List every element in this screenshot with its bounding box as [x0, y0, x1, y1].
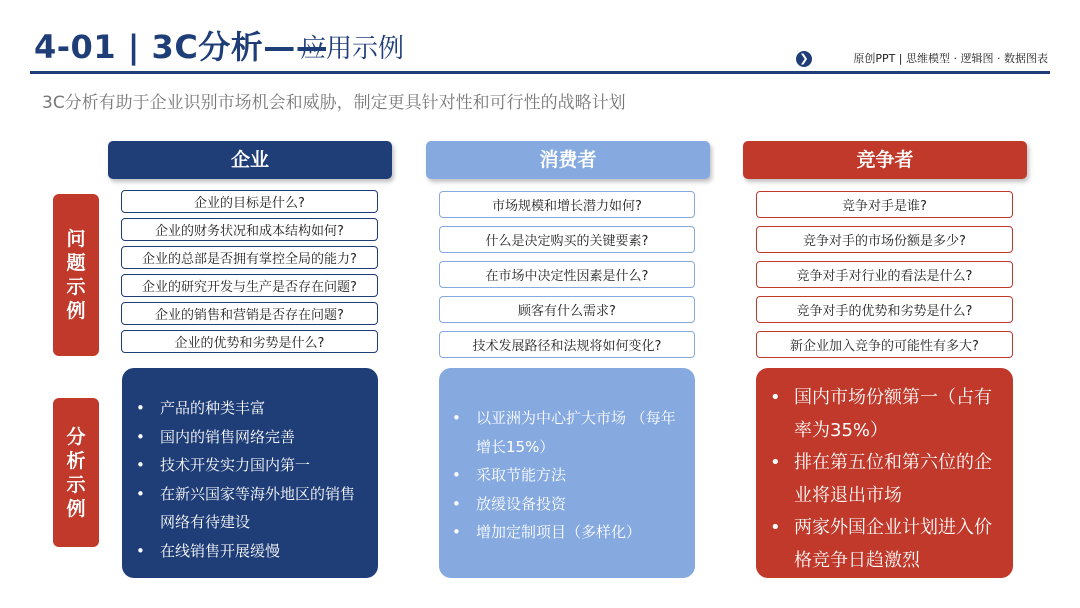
page-title-number: 4-01 | 3C分析—— — [34, 28, 329, 66]
side-label-char: 析 — [66, 449, 86, 472]
side-label-char: 例 — [66, 497, 86, 520]
question-item: 竞争对手的市场份额是多少? — [756, 226, 1013, 253]
column-header-competitor: 竞争者 — [743, 141, 1027, 179]
analysis-item: • 产品的种类丰富 — [160, 394, 366, 423]
chevron-right-icon: ❯ — [796, 51, 812, 67]
page-subtitle: 3C分析有助于企业识别市场机会和威胁，制定更具针对性和可行性的战略计划 — [42, 93, 626, 113]
analysis-panel-consumer — [439, 368, 695, 578]
question-item: 竞争对手对行业的看法是什么? — [756, 261, 1013, 288]
analysis-item: • 以亚洲为中心扩大市场 （每年增长15%） — [476, 404, 683, 461]
analysis-item: • 排在第五位和第六位的企业将退出市场 — [794, 447, 997, 512]
nav-breadcrumb: 原创PPT | 思维模型 · 逻辑图 · 数据图表 — [853, 52, 1048, 65]
side-label-char: 例 — [66, 300, 86, 322]
analysis-item: • 在线销售开展缓慢 — [160, 537, 366, 566]
question-item: 企业的目标是什么? — [121, 190, 378, 213]
question-list-consumer — [439, 191, 695, 366]
question-item: 技术发展路径和法规将如何变化? — [439, 331, 695, 358]
question-item: 企业的销售和营销是否存在问题? — [121, 302, 378, 325]
question-item: 企业的财务状况和成本结构如何? — [121, 218, 378, 241]
analysis-item: • 两家外国企业计划进入价格竞争日趋激烈 — [794, 512, 997, 577]
analysis-item: • 采取节能方法 — [476, 461, 683, 490]
analysis-item: • 在新兴国家等海外地区的销售网络有待建设 — [160, 480, 366, 537]
question-item: 竞争对手是谁? — [756, 191, 1013, 218]
side-label-char: 分 — [66, 425, 86, 448]
question-item: 在市场中决定性因素是什么? — [439, 261, 695, 288]
side-label-char: 示 — [66, 276, 86, 298]
column-header-consumer: 消费者 — [426, 141, 710, 179]
analysis-item: • 放缓设备投资 — [476, 490, 683, 519]
question-item: 顾客有什么需求? — [439, 296, 695, 323]
analysis-item: • 增加定制项目（多样化） — [476, 518, 683, 547]
question-item: 竞争对手的优势和劣势是什么? — [756, 296, 1013, 323]
analysis-item: • 国内市场份额第一（占有率为35%） — [794, 382, 997, 447]
question-list-company — [121, 190, 378, 358]
column-header-company: 企业 — [108, 141, 392, 179]
side-label-char: 题 — [66, 252, 86, 274]
analysis-panel-competitor — [756, 368, 1013, 578]
question-item: 企业的研究开发与生产是否存在问题? — [121, 274, 378, 297]
question-item: 新企业加入竞争的可能性有多大? — [756, 331, 1013, 358]
side-label-questions — [53, 194, 99, 356]
analysis-item: • 技术开发实力国内第一 — [160, 451, 366, 480]
page-title-topic: 应用示例 — [300, 34, 405, 64]
question-item: 什么是决定购买的关键要素? — [439, 226, 695, 253]
question-item: 市场规模和增长潜力如何? — [439, 191, 695, 218]
question-item: 企业的优势和劣势是什么? — [121, 330, 378, 353]
analysis-panel-company — [122, 368, 378, 578]
analysis-item: • 国内的销售网络完善 — [160, 423, 366, 452]
question-item: 企业的总部是否拥有掌控全局的能力? — [121, 246, 378, 269]
side-label-analysis — [53, 398, 99, 547]
side-label-char: 问 — [66, 228, 86, 250]
title-divider — [30, 71, 1050, 74]
question-list-competitor — [756, 191, 1013, 366]
side-label-char: 示 — [66, 473, 86, 496]
